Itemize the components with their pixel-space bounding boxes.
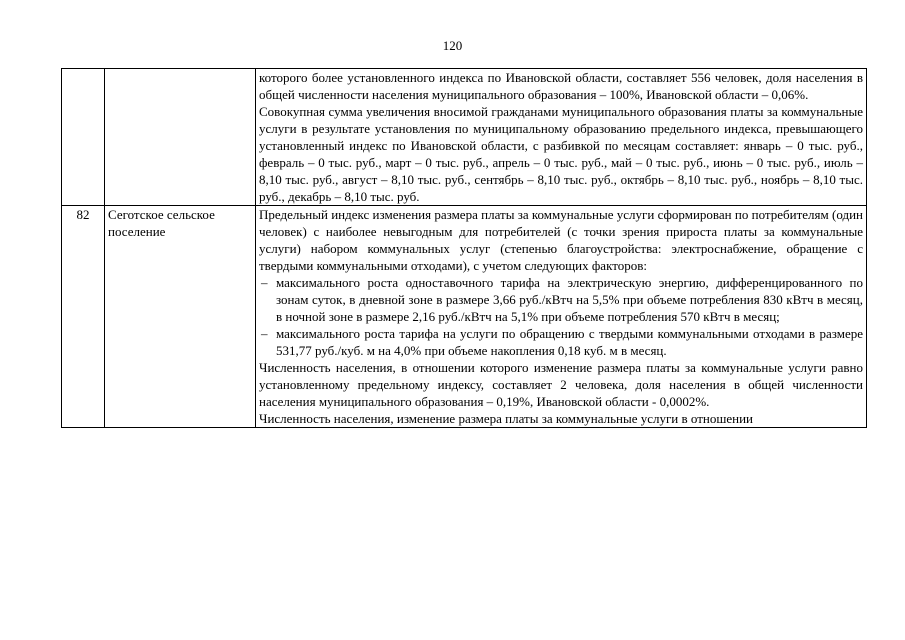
- paragraph: Совокупная сумма увеличения вносимой гражданами муниципального образования платы за коммунальные услуги в результате установления по муниципальному образованию предельного индекса, превышающего установленный индекс по Ивановской области, с разбивкой по месяцам составляет: январь – 0 тыс. руб., февраль – 0 тыс. руб., март – 0 тыс. руб., апрель – 0 тыс. руб., май – 0 тыс. руб., июнь – 0 тыс. руб., июль – 8,10 тыс. руб., август – 8,10 тыс. руб., сентябрь – 8,10 тыс. руб., октябрь – 8,10 тыс. руб., ноябрь – 8,10 тыс. руб., декабрь – 8,10 тыс. руб.: [259, 104, 863, 204]
- bullet-text: максимального роста тарифа на услуги по обращению с твердыми коммунальными отходами в размере 531,77 руб./куб. м на 4,0% при объеме накопления 0,18 куб. м в месяц.: [276, 326, 863, 358]
- paragraph: Численность населения, изменение размера платы за коммунальные услуги в отношении: [259, 411, 754, 426]
- municipality-name-cell: [105, 69, 256, 206]
- bullet-marker: –: [261, 326, 268, 341]
- table-row: [62, 69, 867, 206]
- bullet-text: максимального роста одноставочного тарифа на электрическую энергию, дифференцированного по зонам суток, в дневной зоне в размере 3,66 руб./кВтч на 5,5% при объеме потребления 830 кВтч в месяц, в ночной зоне в размере 2,16 руб./кВтч на 5,1% при объеме потребления 570 кВтч в месяц;: [276, 275, 863, 324]
- paragraph: Численность населения, в отношении которого изменение размера платы за коммунальные услуги равно установленному предельному индексу, составляет 2 человека, доля населения в общей численности населения муниципального образования – 0,19%, Ивановской области - 0,0002%.: [259, 360, 863, 409]
- page-number: 120: [442, 38, 463, 53]
- municipal-index-table: [61, 68, 867, 428]
- bullet-item: [259, 274, 863, 325]
- municipality-name-cell: Сеготское сельское поселение: [105, 206, 256, 428]
- intro-paragraph: Предельный индекс изменения размера платы за коммунальные услуги сформирован по потребителям (один человек) с наиболее невыгодным для потребителей (с точки зрения прироста платы за коммунальные услуги) набором коммунальных услуг (степенью благоустройства: электроснабжение, обращение с твердыми коммунальными отходами), с учетом следующих факторов:: [259, 207, 863, 273]
- row-number-cell: [62, 69, 105, 206]
- table-row: [62, 206, 867, 428]
- description-cell: [256, 69, 867, 206]
- description-cell: [256, 206, 867, 428]
- paragraph: которого более установленного индекса по Ивановской области, составляет 556 человек, доля населения в общей численности населения муниципального образования – 100%, Ивановской области – 0,06%.: [259, 70, 863, 102]
- bullet-item: [259, 325, 863, 359]
- row-number-cell: 82: [62, 206, 105, 428]
- bullet-marker: –: [261, 275, 268, 290]
